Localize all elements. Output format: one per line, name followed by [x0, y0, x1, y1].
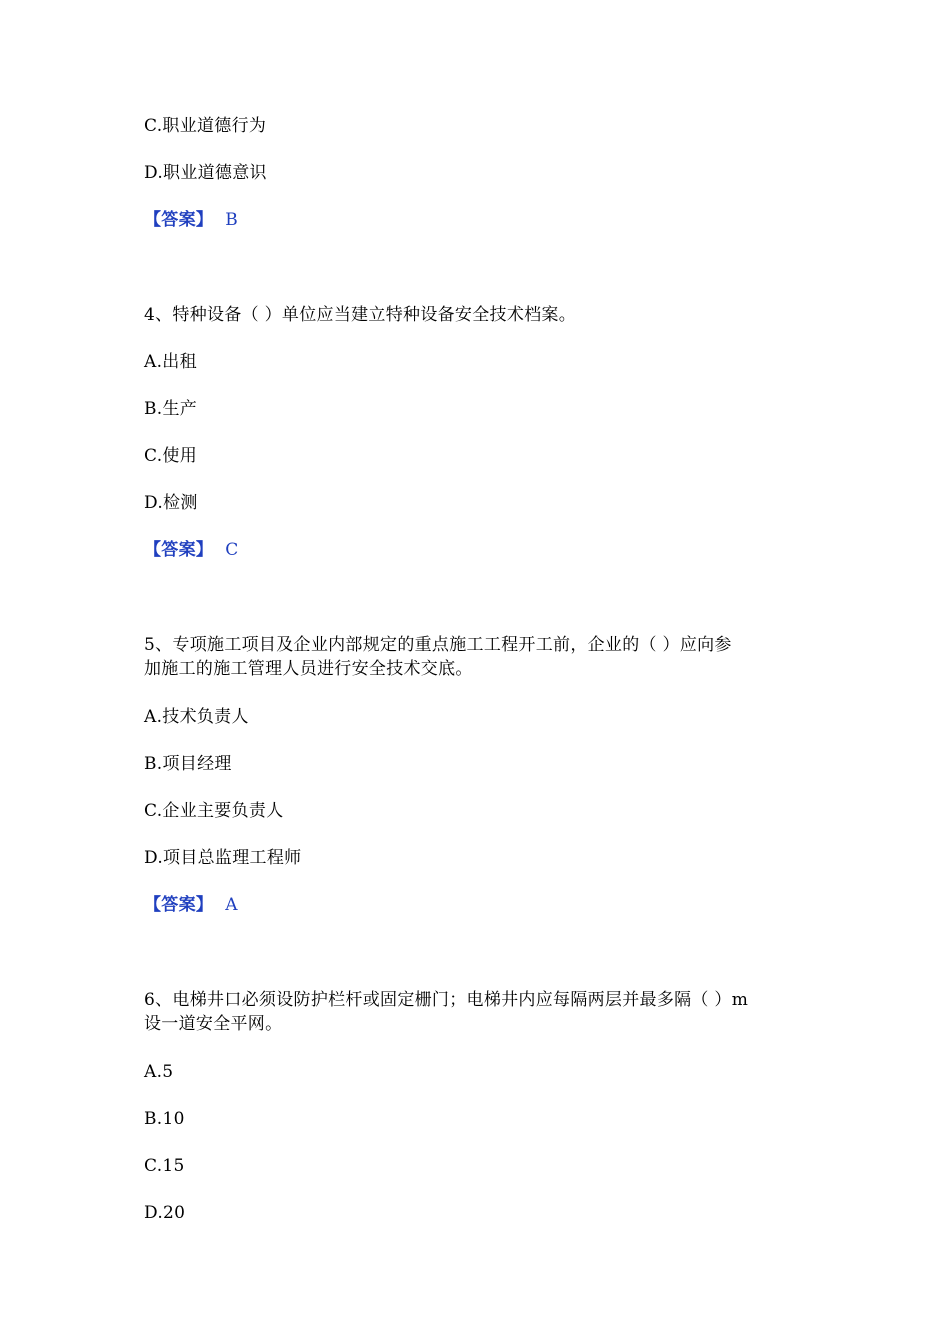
q4-option-c: C.使用: [144, 446, 198, 466]
q6-question-line-1: 6、电梯井口必须设防护栏杆或固定栅门；电梯井内应每隔两层并最多隔（ ）m: [144, 990, 749, 1010]
q6-option-a: A.5: [144, 1062, 174, 1082]
q6-question-line-2: 设一道安全平网。: [144, 1014, 283, 1034]
q4-answer-label: 【答案】: [144, 540, 214, 560]
q3-answer-label: 【答案】: [144, 210, 214, 230]
q6-option-b: B.10: [144, 1109, 185, 1129]
q3-option-c: C.职业道德行为: [144, 116, 267, 136]
q5-option-d: D.项目总监理工程师: [144, 848, 302, 868]
q3-option-d: D.职业道德意识: [144, 163, 267, 183]
q5-question-line-2: 加施工的施工管理人员进行安全技术交底。: [144, 659, 473, 679]
q3-answer: [144, 208, 238, 232]
q5-answer: [144, 893, 238, 917]
q5-answer-value: A: [225, 895, 238, 915]
q6-option-c: C.15: [144, 1156, 185, 1176]
q4-option-b: B.生产: [144, 399, 198, 419]
q4-answer: [144, 538, 239, 562]
q5-option-a: A.技术负责人: [144, 707, 249, 727]
q4-answer-value: C: [225, 540, 239, 560]
q5-option-b: B.项目经理: [144, 754, 232, 774]
q4-option-d: D.检测: [144, 493, 198, 513]
q3-answer-value: B: [225, 210, 238, 230]
q5-option-c: C.企业主要负责人: [144, 801, 284, 821]
q4-option-a: A.出租: [144, 352, 197, 372]
q5-answer-label: 【答案】: [144, 895, 214, 915]
q5-question-line-1: 5、专项施工项目及企业内部规定的重点施工工程开工前，企业的（ ）应向参: [144, 635, 732, 655]
q4-question: 4、特种设备（ ）单位应当建立特种设备安全技术档案。: [144, 305, 577, 325]
q6-option-d: D.20: [144, 1203, 186, 1223]
